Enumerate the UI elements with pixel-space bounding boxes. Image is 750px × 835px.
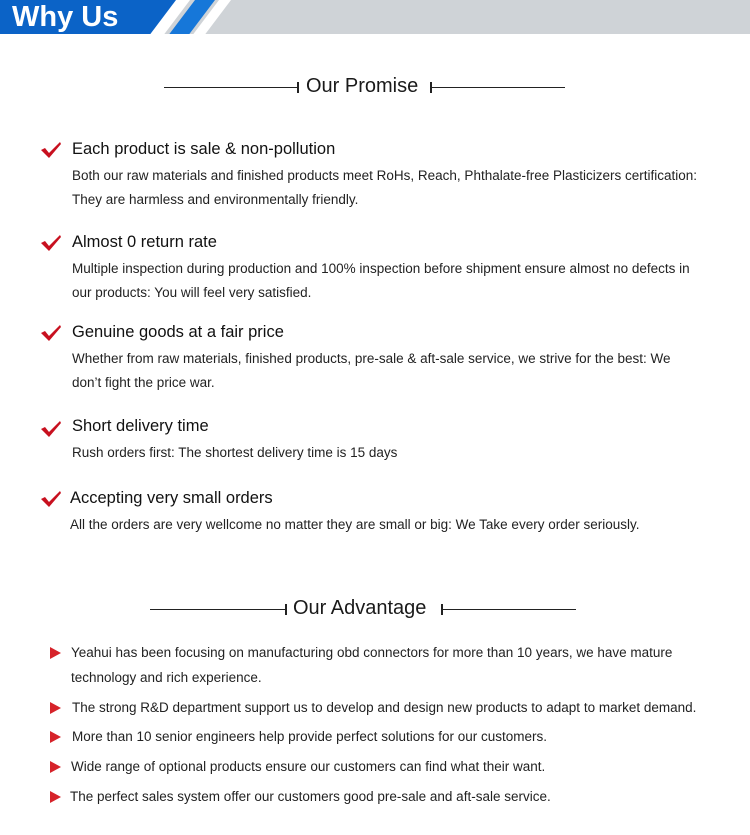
promise-item-desc: our products: You will feel very satisfied.	[72, 285, 312, 300]
checkmark-icon	[40, 324, 62, 342]
promise-item-title: Each product is sale & non-pollution	[72, 140, 336, 158]
heading-line-left	[164, 87, 298, 88]
why-us-banner	[0, 0, 750, 34]
promise-item-desc: don’t fight the price war.	[72, 375, 215, 390]
advantage-item-text: More than 10 senior engineers help provide perfect solutions for our customers.	[72, 729, 548, 744]
promise-item-desc: Both our raw materials and finished products meet RoHs, Reach, Phthalate-free Plasticizers certification:	[72, 168, 698, 183]
promise-item-title: Genuine goods at a fair price	[72, 323, 284, 341]
banner-title: Why Us	[12, 1, 119, 33]
promise-item-desc: Whether from raw materials, finished products, pre-sale & aft-sale service, we strive for the best: We	[72, 351, 671, 366]
promise-item-title: Almost 0 return rate	[72, 233, 217, 251]
promise-item-title: Accepting very small orders	[70, 489, 273, 507]
promise-heading	[0, 73, 750, 103]
promise-item-desc: Multiple inspection during production and 100% inspection before shipment ensure almost no defects in	[72, 261, 690, 276]
checkmark-icon	[40, 141, 62, 159]
heading-tick	[285, 604, 287, 615]
advantage-item-text: technology and rich experience.	[71, 670, 262, 685]
bullet-arrow-icon	[50, 731, 61, 743]
promise-item-desc: All the orders are very wellcome no matter they are small or big: We Take every order seriously.	[70, 517, 640, 532]
checkmark-icon	[40, 234, 62, 252]
advantage-item-text: The perfect sales system offer our customers good pre-sale and aft-sale service.	[70, 789, 551, 804]
bullet-arrow-icon	[50, 702, 61, 714]
bullet-arrow-icon	[50, 761, 61, 773]
checkmark-icon	[40, 490, 62, 508]
checkmark-icon	[40, 420, 62, 438]
promise-item-title: Short delivery time	[72, 417, 209, 435]
advantage-heading	[0, 595, 750, 625]
heading-line-right	[431, 87, 565, 88]
advantage-heading-label: Our Advantage	[293, 597, 427, 619]
bullet-arrow-icon	[50, 791, 61, 803]
advantage-item-text: Wide range of optional products ensure our customers can find what their want.	[71, 759, 546, 774]
heading-tick	[297, 82, 299, 93]
promise-heading-label: Our Promise	[306, 75, 419, 97]
promise-item-desc: They are harmless and environmentally friendly.	[72, 192, 359, 207]
bullet-arrow-icon	[50, 647, 61, 659]
heading-line-right	[442, 609, 576, 610]
advantage-item-text: Yeahui has been focusing on manufacturing obd connectors for more than 10 years, we have mature	[71, 645, 673, 660]
advantage-item-text: The strong R&D department support us to develop and design new products to adapt to market demand.	[72, 700, 697, 715]
heading-line-left	[150, 609, 286, 610]
promise-item-desc: Rush orders first: The shortest delivery time is 15 days	[72, 445, 398, 460]
